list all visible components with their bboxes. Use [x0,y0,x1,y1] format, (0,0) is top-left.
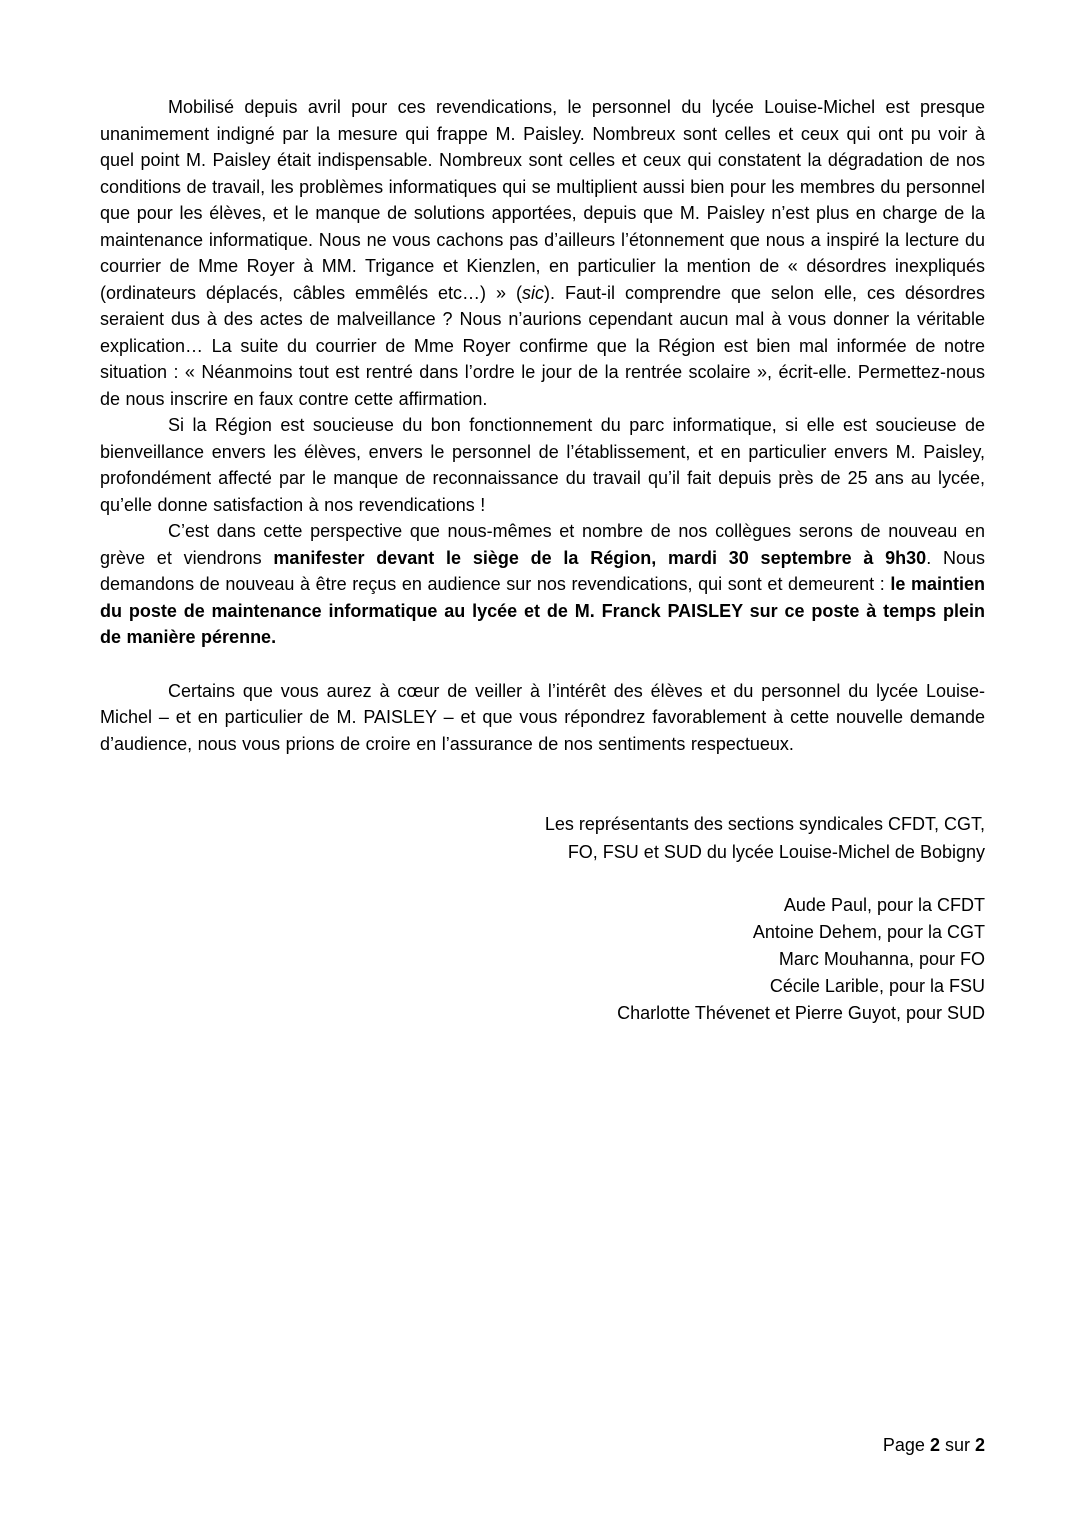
text-segment-normal: ). Faut-il comprendre que selon elle, ces désordres seraient dus à des actes de malveillance ? Nous n’aurions cependant aucun mal à vous donner la véritable explication… La suite du courrier de Mme Royer confirme que la Région est bien mal informée de notre situation : « Néanmoins tout est rentré dans l’ordre le jour de la rentrée scolaire », écrit-elle. Permettez-nous de nous inscrire en faux contre cette affirmation. [100,282,985,409]
paragraph-si-la-region [100,412,985,518]
closing-heading-line-1: Les représentants des sections syndicales CFDT, CGT, [544,814,985,834]
text-segment-normal: Certains que vous aurez à cœur de veiller à l’intérêt des élèves et du personnel du lycée Louise-Michel – et en particulier de M. PAISLEY – et que vous répondrez favorablement à cette nouvelle demande d’audience, nous vous prions de croire en l’assurance de nos sentiments respectueux. [100,680,985,754]
signatory-fo: Marc Mouhanna, pour FO [778,949,985,969]
closing-signature-heading [100,810,985,866]
text-segment-italic: sic [522,282,544,303]
paragraph-formule-politesse [100,678,985,758]
text-segment-normal: Si la Région est soucieuse du bon fonctionnement du parc informatique, si elle est soucieuse de bienveillance envers les élèves, envers le personnel de l’établissement, et en particulier envers M. Paisley, profondément affecté par le manque de reconnaissance du travail qu’il fait depuis près de 25 ans au lycée, qu’elle donne satisfaction à nos revendications ! [100,415,985,515]
text-segment-normal: C’est dans cette perspective que nous-mêmes et nombre de nos collègues serons de nouveau en grève et viendrons [100,521,985,568]
text-segment-normal: Page [882,1435,930,1455]
text-segment-bold: le maintien du poste de maintenance informatique au lycée et de M. Franck PAISLEY sur ce poste à temps plein de manière pérenne. [100,574,985,647]
text-segment-normal: sur [939,1435,975,1455]
closing-heading-line-2: FO, FSU et SUD du lycée Louise-Michel de Bobigny [567,842,985,862]
paragraph-mobilise [100,94,985,412]
page-number-footer [883,1432,985,1459]
text-segment-bold: manifester devant le siège de la Région, mardi 30 septembre à 9h30 [273,547,927,568]
signatory-fsu: Cécile Larible, pour la FSU [769,976,985,996]
signatory-sud: Charlotte Thévenet et Pierre Guyot, pour SUD [617,1003,985,1023]
letter-body [100,94,985,1027]
signatory-cfdt: Aude Paul, pour la CFDT [783,895,985,915]
text-segment-bold: 2 [929,1435,940,1455]
text-segment-normal: . Nous demandons de nouveau à être reçus en audience sur nos revendications, qui sont et demeurent : [100,547,986,594]
signatory-cgt: Antoine Dehem, pour la CGT [752,922,985,942]
text-segment-bold: 2 [974,1435,985,1455]
text-segment-normal: Mobilisé depuis avril pour ces revendications, le personnel du lycée Louise-Michel est presque unanimement indigné par la mesure qui frappe M. Paisley. Nombreux sont celles et ceux qui ont pu voir à quel point M. Paisley était indispensable. Nombreux sont celles et ceux qui constatent la dégradation de nos conditions de travail, les problèmes informatiques qui se multiplient aussi bien pour les membres du personnel que pour les élèves, et le manque de solutions apportées, depuis que M. Paisley n’est plus en charge de la maintenance informatique. Nous ne vous cachons pas d’ailleurs l’étonnement que nous a inspiré la lecture du courrier de Mme Royer à MM. Trigance et Kienzlen, en particulier la mention de « désordres inexpliqués (ordinateurs déplacés, câbles emmêlés etc…) » ( [100,97,985,303]
signatories-list [100,892,985,1027]
paragraph-perspective-greve [100,518,985,651]
